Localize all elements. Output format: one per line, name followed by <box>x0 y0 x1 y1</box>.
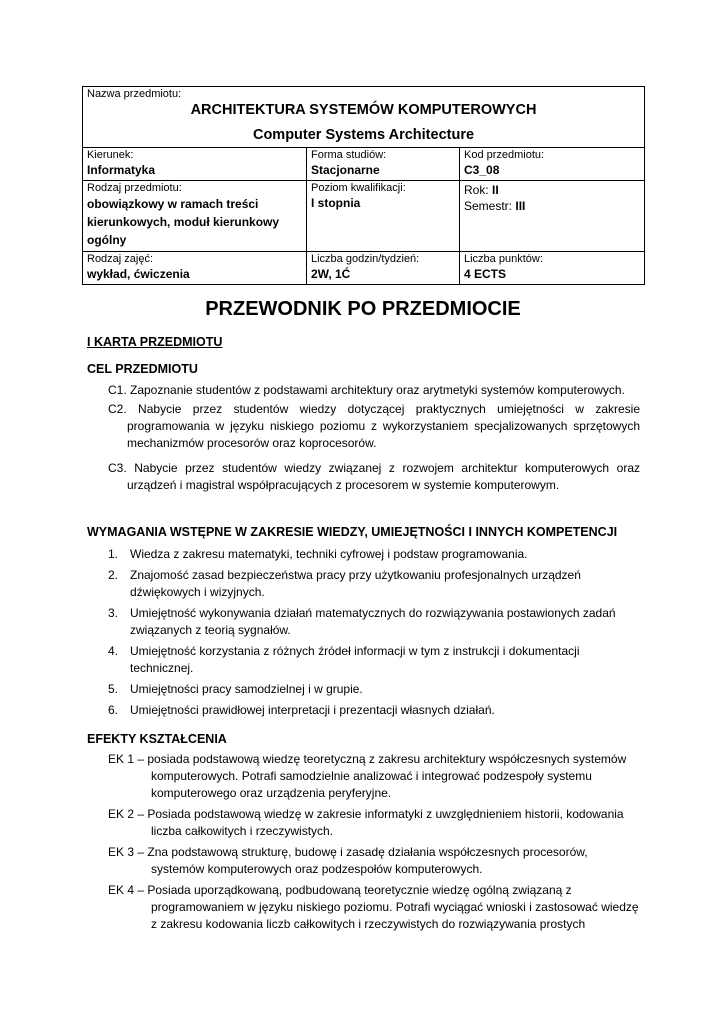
list-item <box>108 681 640 698</box>
godzin-cell <box>307 252 460 285</box>
punktow-cell <box>460 252 645 285</box>
poziom-value: I stopnia <box>311 196 361 210</box>
poziom-cell <box>307 181 460 252</box>
list-text: Wiedza z zakresu matematyki, techniki cyfrowej i podstaw programowania. <box>130 547 528 561</box>
list-number: 3. <box>108 606 119 620</box>
cel-item: C1. Zapoznanie studentów z podstawami architektury oraz arytmetyki systemów komputerowych. <box>108 383 625 397</box>
rok-semestr-cell <box>460 181 645 252</box>
list-text: Umiejętność wykonywania działań matematycznych do rozwiązywania postawionych zadań związanych z teorią sygnałów. <box>130 606 616 637</box>
list-item <box>108 567 640 601</box>
subject-name-label: Nazwa przedmiotu: <box>87 88 182 100</box>
cel-item: C3. Nabycie przez studentów wiedzy związanej z rozwojem architektur komputerowych oraz urządzeń i magistral współpracujących z procesorem w systemie komputerowym. <box>108 461 640 492</box>
efekt-item: EK 4 – Posiada uporządkowaną, podbudowaną teoretycznie wiedzę ogólną związaną z programowaniem w języku niskiego poziomu. Potrafi wyciągać wnioski i zastosować wiedzę z zakresu kodowania liczb całkowitych i rzeczywistych do rozwiązywania prostych <box>108 883 639 931</box>
godzin-value: 2W, 1Ć <box>311 267 351 281</box>
forma-cell <box>307 148 460 181</box>
kod-label: Kod przedmiotu: <box>464 149 545 161</box>
godzin-label: Liczba godzin/tydzień: <box>311 253 420 265</box>
subject-info-table <box>82 86 645 285</box>
list-item <box>108 546 640 563</box>
list-text: Umiejętności pracy samodzielnej i w grupie. <box>130 682 363 696</box>
rok-value: II <box>492 183 499 197</box>
rok-line <box>464 182 640 198</box>
list-number: 2. <box>108 568 119 582</box>
subject-name-row <box>83 87 645 148</box>
punktow-label: Liczba punktów: <box>464 253 543 265</box>
zajec-value: wykład, ćwiczenia <box>87 267 190 281</box>
page-title: PRZEWODNIK PO PRZEDMIOCIE <box>205 298 521 320</box>
list-text: Umiejętność korzystania z różnych źródeł informacji w tym z instrukcji i dokumentacji technicznej. <box>130 644 580 675</box>
punktow-value: 4 ECTS <box>464 267 507 281</box>
kierunek-value: Informatyka <box>87 163 156 177</box>
list-number: 6. <box>108 703 119 717</box>
zajec-cell <box>83 252 307 285</box>
semestr-label: Semestr: <box>464 199 513 213</box>
cel-heading: CEL PRZEDMIOTU <box>87 362 198 376</box>
list-text: Umiejętności prawidłowej interpretacji i prezentacji własnych działań. <box>130 703 495 717</box>
list-text: Znajomość zasad bezpieczeństwa pracy przy użytkowaniu profesjonalnych urządzeń dźwiękowych i wizyjnych. <box>130 568 581 599</box>
subject-name-pl: ARCHITEKTURA SYSTEMÓW KOMPUTEROWYCH <box>190 102 537 118</box>
kierunek-label: Kierunek: <box>87 149 134 161</box>
wymagania-list <box>108 546 640 723</box>
semestr-line <box>464 198 640 214</box>
semestr-value: III <box>515 199 526 213</box>
info-row-3 <box>83 252 645 285</box>
kod-value: C3_08 <box>464 163 500 177</box>
karta-heading: I KARTA PRZEDMIOTU <box>87 335 223 349</box>
list-number: 5. <box>108 682 119 696</box>
list-item <box>108 702 640 719</box>
forma-value: Stacjonarne <box>311 163 380 177</box>
cel-item: C2. Nabycie przez studentów wiedzy dotyczącej praktycznych umiejętności w zakresie programowania w języku niskiego poziomu z wykorzystaniem specjalizowanych sprzętowych mechanizmów procesorów oraz koprocesorów. <box>108 402 640 450</box>
list-number: 4. <box>108 644 119 658</box>
list-item <box>108 643 640 677</box>
rok-label: Rok: <box>464 183 489 197</box>
list-item <box>108 605 640 639</box>
rodzaj-cell <box>83 181 307 252</box>
rodzaj-label: Rodzaj przedmiotu: <box>87 182 182 194</box>
poziom-label: Poziom kwalifikacji: <box>311 182 406 194</box>
zajec-label: Rodzaj zajęć: <box>87 253 154 265</box>
cel-list <box>108 382 640 494</box>
efekt-item: EK 3 – Zna podstawową strukturę, budowę i zasadę działania współczesnych procesorów, systemów komputerowych oraz podzespołów komputerowych. <box>108 845 588 876</box>
efekt-item: EK 1 – posiada podstawową wiedzę teoretyczną z zakresu architektury współczesnych systemów komputerowych. Potrafi samodzielnie analizować i integrować podzespoły systemu komputerowego oraz urządzenia peryferyjne. <box>108 752 627 800</box>
list-number: 1. <box>108 547 119 561</box>
wymagania-heading: WYMAGANIA WSTĘPNE W ZAKRESIE WIEDZY, UMIEJĘTNOŚCI I INNYCH KOMPETENCJI <box>87 525 618 539</box>
info-row-2 <box>83 181 645 252</box>
efekty-list <box>108 751 640 937</box>
efekty-heading: EFEKTY KSZTAŁCENIA <box>87 732 227 746</box>
info-row-1 <box>83 148 645 181</box>
efekt-item: EK 2 – Posiada podstawową wiedzę w zakresie informatyki z uwzględnieniem historii, kodowania liczba całkowitych i rzeczywistych. <box>108 807 624 838</box>
subject-name-en: Computer Systems Architecture <box>252 127 475 143</box>
kierunek-cell <box>83 148 307 181</box>
kod-cell <box>460 148 645 181</box>
subject-name-cell <box>83 87 645 148</box>
forma-label: Forma studiów: <box>311 149 387 161</box>
rodzaj-value: obowiązkowy w ramach treści kierunkowych, moduł kierunkowy ogólny <box>87 197 280 247</box>
